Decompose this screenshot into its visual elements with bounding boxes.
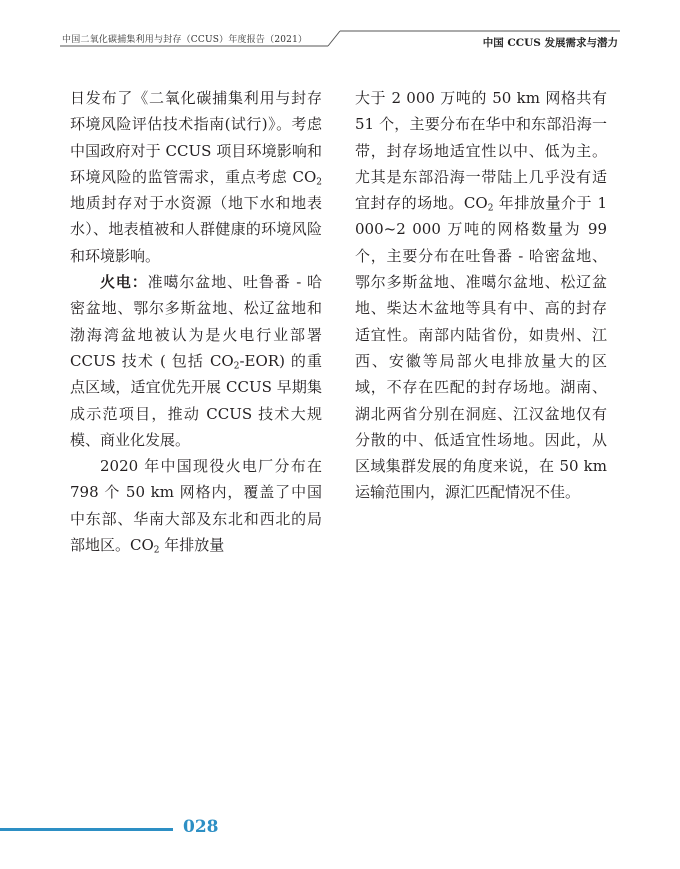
chapter-title-header: 中国 CCUS 发展需求与潜力 bbox=[482, 37, 618, 49]
page-number: 028 bbox=[183, 817, 219, 837]
left-column bbox=[70, 85, 322, 558]
paragraph-emission-grids: 大于 2 000 万吨的 50 km 网格共有 51 个，主要分布在华中和东部沿海一带，封存场地适宜性以中、低为主。尤其是东部沿海一带陆上几乎没有适宜封存的场地。$CO_2$ 年排放量介于 1 000~2 000 万吨的网格数量为 99 个，主要分布在吐鲁番 - 哈密盆地、鄂尔多斯盆地、准噶尔盆地、松辽盆地、柴达木盆地等具有中、高的封存适宜性。南部内陆省份，如贵州、江西、安徽等局部火电排放量大的区域，不存在匹配的封存场地。湖南、湖北两省分别在洞庭、江汉盆地仅有分散的中、低适宜性场地。因此，从区域集群发展的角度来说，在 50 km 运输范围内，源汇匹配情况不佳。 bbox=[355, 89, 607, 502]
keyword-thermal-power: 火电： bbox=[100, 273, 148, 292]
paragraph-2020-distribution: 2020 年中国现役火电厂分布在 798 个 50 km 网格内，覆盖了中国中东部、华南大部及东北和西北的局部地区。$CO_2$ 年排放量 bbox=[70, 457, 322, 556]
running-header bbox=[0, 0, 680, 56]
paragraph-guideline: 日发布了《二氧化碳捕集利用与封存环境风险评估技术指南(试行)》。考虑中国政府对于 CCUS 项目环境影响和环境风险的监管需求，重点考虑 $CO_2$ 地质封存对于水资源（地下水和地表水）、地表植被和人群健康的环境风险和环境影响。 bbox=[70, 89, 322, 265]
report-title-header: 中国二氧化碳捕集利用与封存（CCUS）年度报告（2021） bbox=[62, 35, 308, 45]
footer-accent-line bbox=[0, 828, 173, 831]
paragraph-thermal-power: 火电：准噶尔盆地、吐鲁番 - 哈密盆地、鄂尔多斯盆地、松辽盆地和渤海湾盆地被认为是火电行业部署 CCUS 技术 ( 包括 $CO_2-EOR$) 的重点区域，适宜优先开展 CCUS 早期集成示范项目，推动 CCUS 技术大规模、商业化发展。 bbox=[70, 273, 322, 449]
right-column bbox=[355, 85, 607, 506]
